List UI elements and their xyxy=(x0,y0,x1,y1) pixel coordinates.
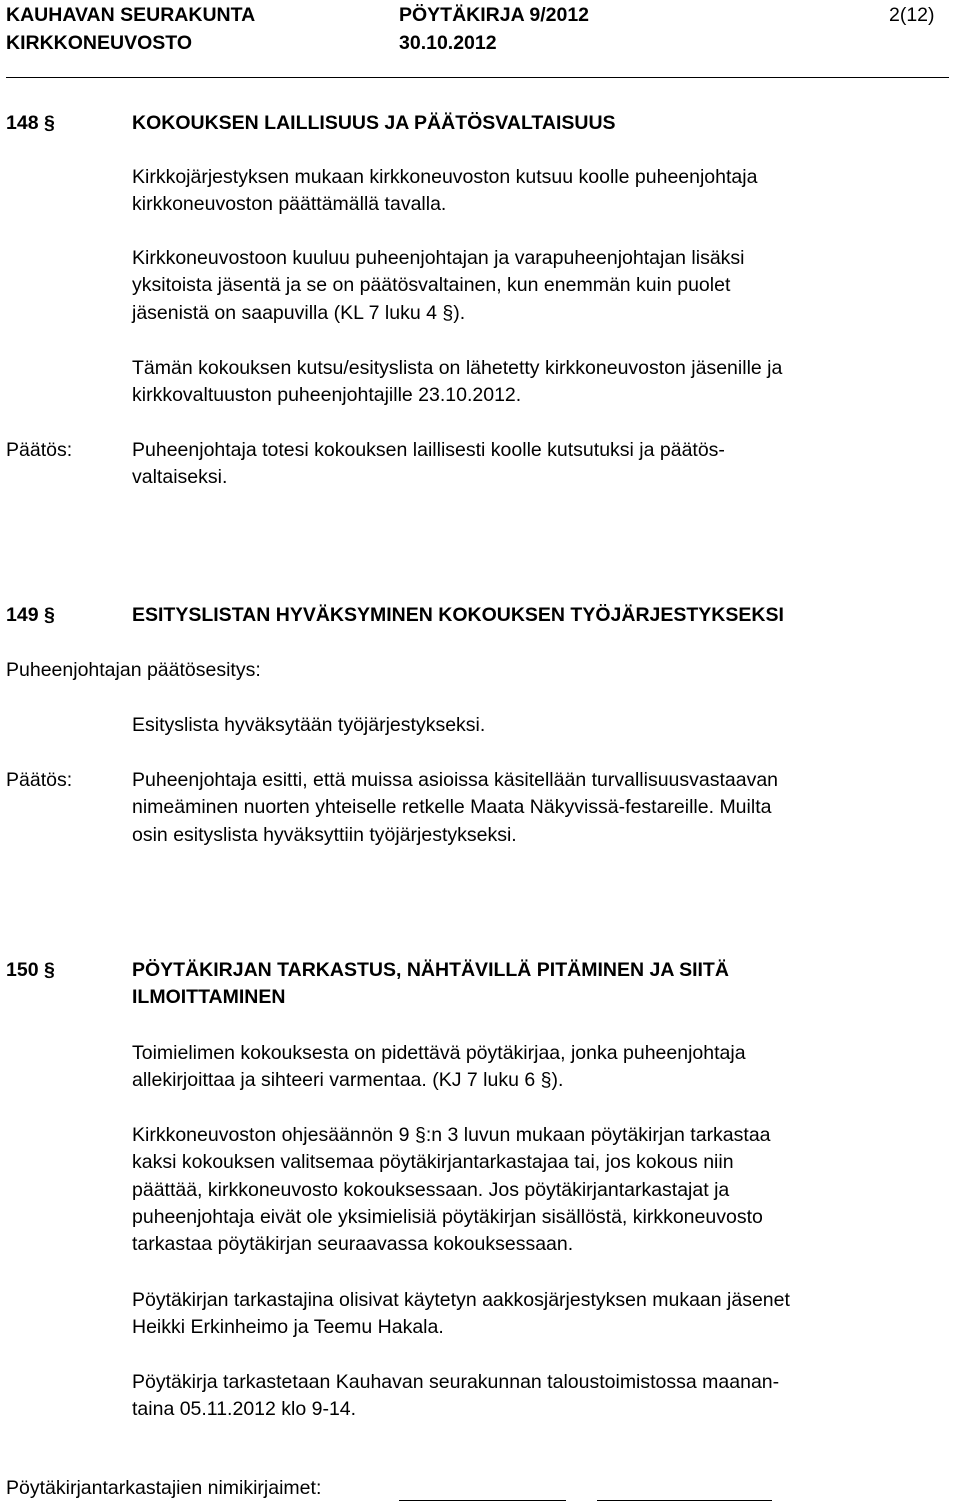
header-page-number: 2(12) xyxy=(889,4,935,26)
signature-label: Pöytäkirjantarkastajien nimikirjaimet: xyxy=(6,1477,322,1499)
section-150-paragraph-1: Toimielimen kokouksesta on pidettävä pöytäkirjaa, jonka puheenjohtaja allekirjoittaa ja sihteeri varmentaa. (KJ 7 luku 6 §). xyxy=(132,1042,746,1092)
section-150-paragraph-2: Kirkkoneuvoston ohjesäännön 9 §:n 3 luvun mukaan pöytäkirjan tarkastaa kaksi kokouksen valitsemaa pöytäkirjantarkastajaa tai, jos kokous niin päättää, kirkkoneuvosto kokouksessaan. Jos pöytäkirjantarkastajat ja puheenjohtaja eivät ole yksimielisiä pöytäkirjan sisällöstä, kirkkoneuvosto tarkastaa pöytäkirjan seuraavassa kokouksessaan. xyxy=(132,1124,771,1256)
section-150-number: 150 § xyxy=(6,959,55,981)
header-organization: KAUHAVAN SEURAKUNTA xyxy=(6,4,256,26)
section-148-paragraph-1: Kirkkojärjestyksen mukaan kirkkoneuvoston kutsuu koolle puheenjohtaja kirkkoneuvoston päättämällä tavalla. xyxy=(132,166,758,216)
section-symbol: § xyxy=(43,112,55,134)
decision-label: Päätös: xyxy=(6,439,73,461)
section-148-paragraph-2: Kirkkoneuvostoon kuuluu puheenjohtajan ja varapuheenjohtajan lisäksi yksitoista jäsentä ja se on päätösvaltainen, kun enemmän kuin puolet jäsenistä on saapuvilla (KL 7 luku 4 §). xyxy=(132,247,745,324)
section-symbol: § xyxy=(43,604,55,626)
section-150-title: PÖYTÄKIRJAN TARKASTUS, NÄHTÄVILLÄ PITÄMINEN JA SIITÄ ILMOITTAMINEN xyxy=(132,959,729,1009)
section-148-number: 148 § xyxy=(6,112,55,134)
section-149-proposal: Esityslista hyväksytään työjärjestykseksi. xyxy=(132,714,486,736)
section-149-title: ESITYSLISTAN HYVÄKSYMINEN KOKOUKSEN TYÖJÄRJESTYKSEKSI xyxy=(132,604,784,626)
section-148-title: KOKOUKSEN LAILLISUUS JA PÄÄTÖSVALTAISUUS xyxy=(132,112,616,134)
section-150-paragraph-3: Pöytäkirjan tarkastajina olisivat käytetyn aakkosjärjestyksen mukaan jäsenet Heikki Erkinheimo ja Teemu Hakala. xyxy=(132,1289,790,1339)
header-body: KIRKKONEUVOSTO xyxy=(6,32,192,54)
section-149-number: 149 § xyxy=(6,604,55,626)
header-date: 30.10.2012 xyxy=(399,32,497,54)
section-149-decision: Puheenjohtaja esitti, että muissa asioissa käsitellään turvallisuusvastaavan nimeäminen nuorten yhteiselle retkelle Maata Näkyvissä-festareille. Muilta osin esityslista hyväksyttiin työjärjestykseksi. xyxy=(132,769,779,846)
signature-line-2 xyxy=(597,1500,772,1501)
header-document: PÖYTÄKIRJA 9/2012 xyxy=(399,4,590,26)
section-148-decision: Puheenjohtaja totesi kokouksen laillisesti koolle kutsutuksi ja päätös- valtaiseksi. xyxy=(132,439,725,489)
section-150-paragraph-4: Pöytäkirja tarkastetaan Kauhavan seurakunnan taloustoimistossa maanan- taina 05.11.2012 klo 9-14. xyxy=(132,1371,780,1421)
section-148-paragraph-3: Tämän kokouksen kutsu/esityslista on lähetetty kirkkoneuvoston jäsenille ja kirkkovaltuuston puheenjohtajille 23.10.2012. xyxy=(132,357,783,407)
header-divider xyxy=(6,77,949,78)
decision-label: Päätös: xyxy=(6,769,73,791)
proposal-label: Puheenjohtajan päätösesitys: xyxy=(6,659,261,681)
signature-line-1 xyxy=(399,1500,566,1501)
section-symbol: § xyxy=(43,959,55,981)
